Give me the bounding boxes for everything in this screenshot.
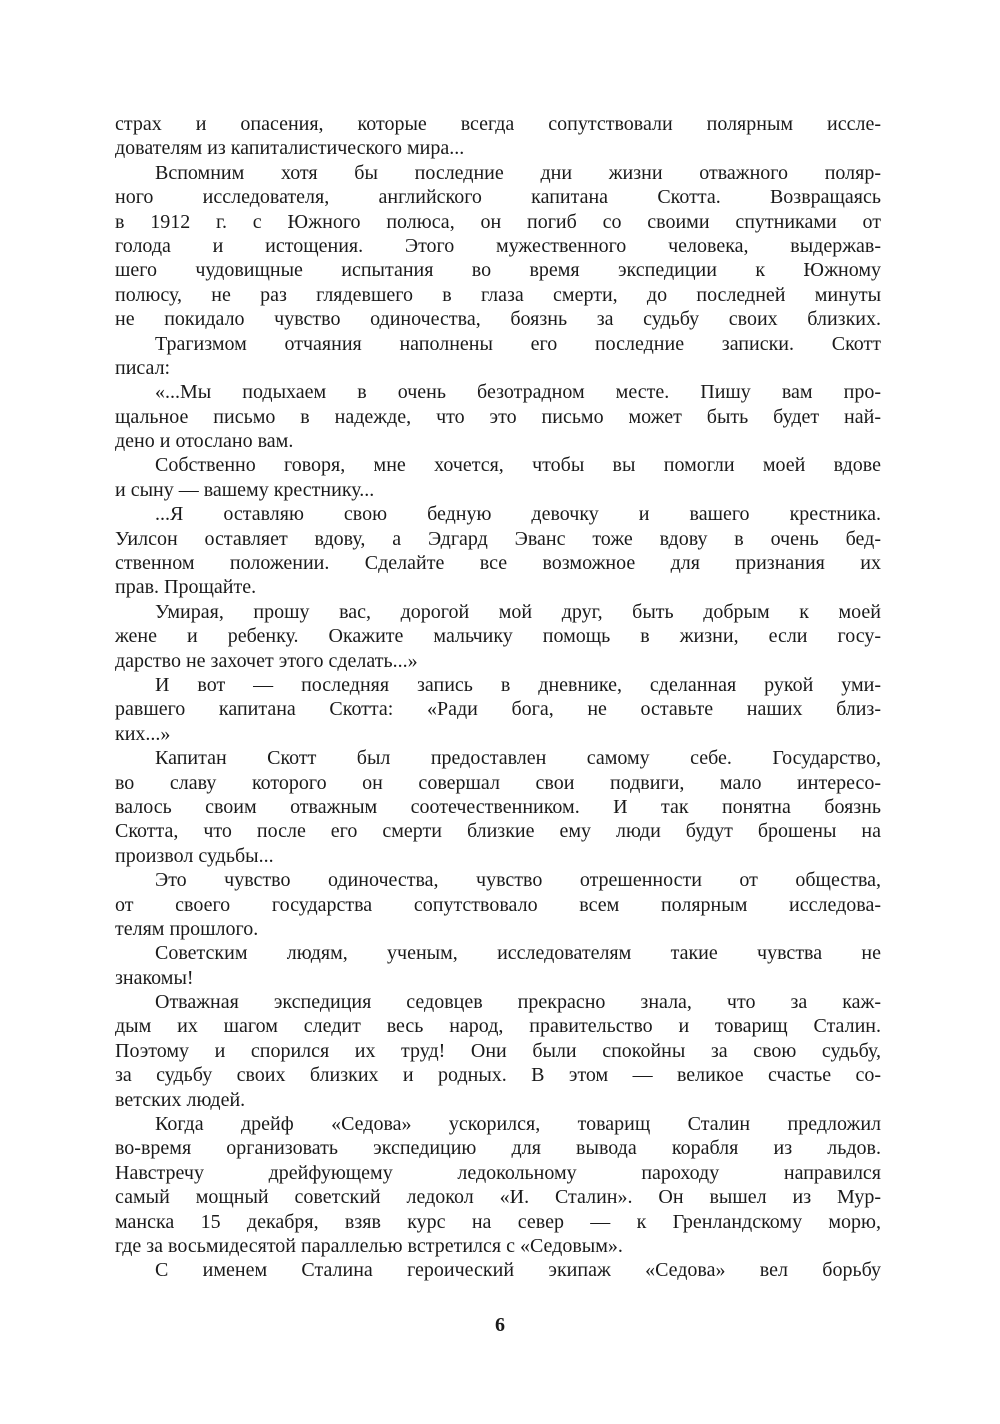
- text-line: Поэтому и спорился их труд! Они были спокойны за свою судьбу,: [115, 1039, 881, 1062]
- text-line: валось своим отважным соотечественником. И так понятна боязнь: [115, 795, 881, 818]
- text-line: ветских людей.: [115, 1088, 246, 1111]
- text-line: ного исследователя, английского капитана Скотта. Возвращаясь: [115, 186, 881, 209]
- text-line: Умирая, прошу вас, дорогой мой друг, быть добрым к моей: [155, 600, 881, 623]
- text-line: Скотта, что после его смерти близкие ему люди будут брошены на: [115, 820, 881, 843]
- text-line: С именем Сталина героический экипаж «Седова» вел борьбу: [155, 1259, 881, 1282]
- text-line: шего чудовищные испытания во время экспедиции к Южному: [115, 259, 881, 282]
- text-line: прав. Прощайте.: [115, 576, 257, 599]
- text-line: полюсу, не раз глядевшего в глаза смерти, до последней минуты: [115, 283, 881, 306]
- text-line: от своего государства сопутствовало всем полярным исследова-: [115, 893, 881, 916]
- text-line: где за восьмидесятой параллелью встретился с «Седовым».: [115, 1234, 623, 1257]
- text-line: жене и ребенку. Окажите мальчику помощь в жизни, если госу-: [115, 625, 881, 648]
- text-line: знакомы!: [115, 966, 194, 989]
- text-line: равшего капитана Скотта: «Ради бога, не оставьте наших близ-: [115, 698, 881, 721]
- text-line: И вот — последняя запись в дневнике, сделанная рукой уми-: [155, 673, 881, 696]
- text-line: Это чувство одиночества, чувство отрешенности от общества,: [155, 869, 881, 892]
- text-line: в 1912 г. с Южного полюса, он погиб со своими спутниками от: [115, 210, 881, 233]
- text-line: телям прошлого.: [115, 917, 259, 940]
- text-line: произвол судьбы...: [115, 844, 274, 867]
- text-line: дено и отослано вам.: [115, 430, 294, 453]
- text-line: манска 15 декабря, взяв курс на север — к Гренландскому морю,: [115, 1210, 881, 1233]
- text-line: Собственно говоря, мне хочется, чтобы вы помогли моей вдове: [155, 454, 881, 477]
- text-line: ких...»: [115, 722, 171, 745]
- text-line: и сыну — вашему крестнику...: [115, 478, 375, 501]
- text-line: самый мощный советский ледокол «И. Сталин». Он вышел из Мур-: [115, 1186, 881, 1209]
- text-line: Вспомним хотя бы последние дни жизни отважного поляр-: [155, 161, 881, 184]
- text-line: дым их шагом следит весь народ, правительство и товарищ Сталин.: [115, 1015, 881, 1038]
- text-line: Капитан Скотт был предоставлен самому себе. Государство,: [155, 747, 881, 770]
- text-line: Советским людям, ученым, исследователям такие чувства не: [155, 942, 881, 965]
- text-line: писал:: [115, 356, 171, 379]
- text-line: дарство не захочет этого сделать...»: [115, 649, 418, 672]
- text-line: Навстречу дрейфующему ледокольному пароходу направился: [115, 1161, 881, 1184]
- text-line: щальное письмо в надежде, что это письмо может быть будет най-: [115, 405, 881, 428]
- text-line: во-время организовать экспедицию для вывода корабля из льдов.: [115, 1137, 881, 1160]
- text-line: «...Мы подыхаем в очень безотрадном месте. Пишу вам про-: [155, 381, 881, 404]
- text-line: дователям из капиталистического мира...: [115, 137, 465, 160]
- text-line: голода и истощения. Этого мужественного человека, выдержав-: [115, 234, 881, 257]
- page-body-text: [115, 112, 881, 1283]
- text-line: ственном положении. Сделайте все возможное для признания их: [115, 552, 881, 575]
- text-line: Когда дрейф «Седова» ускорился, товарищ Сталин предложил: [155, 1113, 881, 1136]
- text-line: Отважная экспедиция седовцев прекрасно знала, что за каж-: [155, 991, 881, 1014]
- text-line: во славу которого он совершал свои подвиги, мало интересо-: [115, 771, 881, 794]
- text-line: Трагизмом отчаяния наполнены его последние записки. Скотт: [155, 332, 881, 355]
- page-number: 6: [495, 1314, 505, 1336]
- text-line: ...Я оставляю свою бедную девочку и вашего крестника.: [155, 503, 881, 526]
- text-line: страх и опасения, которые всегда сопутствовали полярным иссле-: [115, 113, 881, 135]
- text-line: не покидало чувство одиночества, боязнь за судьбу своих близких.: [115, 308, 881, 331]
- text-line: за судьбу своих близких и родных. В этом — великое счастье со-: [115, 1064, 881, 1087]
- text-line: Уилсон оставляет вдову, а Эдгард Эванс тоже вдову в очень бед-: [115, 527, 881, 550]
